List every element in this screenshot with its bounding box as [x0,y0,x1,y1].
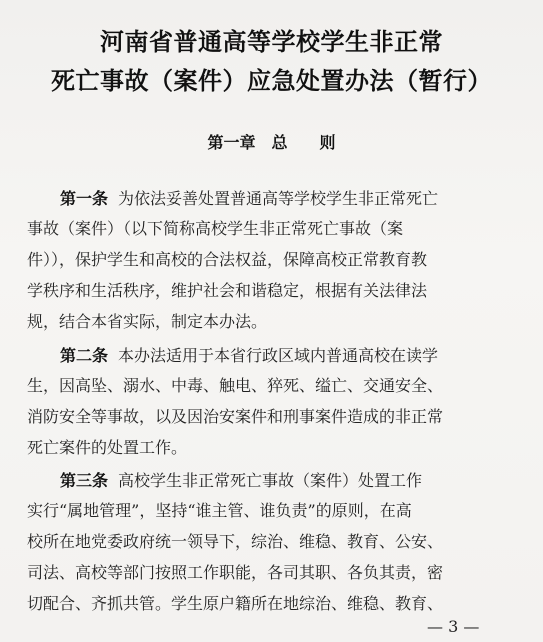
article-1-line-2: 事故（案件）（以下简称高校学生非正常死亡事故（案 [27,219,404,238]
article-2-line-4: 死亡案件的处置工作。 [27,438,188,457]
article-3-line-3: 校所在地党委政府统一领导下，综治、维稳、教育、公安、 [27,532,444,551]
chapter-heading: 第一章 总 则 [207,133,336,152]
article-3-text: 高校学生非正常死亡事故（案件）处置工作 [118,471,423,490]
article-3-line-1 [60,470,513,492]
article-2-label: 第二条 [60,346,109,365]
article-1-line-4: 学秩序和生活秩序，维护社会和谐稳定，根据有关法律法 [27,281,428,300]
article-3-line-5: 切配合、齐抓共管。学生原户籍所在地综治、维稳、教育、 [27,594,444,613]
page-number: — 3 — [427,617,480,636]
article-1-line-1 [60,188,513,210]
article-2-text: 本办法适用于本省行政区域内普通高校在读学 [118,346,439,365]
article-2-line-2: 生，因高坠、溺水、中毒、触电、猝死、缢亡、交通安全、 [27,376,444,395]
article-3-line-2: 实行“属地管理”，坚持“谁主管、谁负责”的原则，在高 [27,501,412,520]
article-1-text: 为依法妥善处置普通高等学校学生非正常死亡 [118,189,439,208]
document-title-line-2: 死亡事故（案件）应急处置办法（暂行） [51,67,492,95]
article-2-line-1 [60,345,513,367]
document-title-line-1: 河南省普通高等学校学生非正常 [100,28,443,56]
article-3-line-4: 司法、高校等部门按照工作职能，各司其职、各负其责，密 [27,563,444,582]
article-3-label: 第三条 [60,471,109,490]
article-2-line-3: 消防安全等事故，以及因治安案件和刑事案件造成的非正常 [27,407,444,426]
article-1-label: 第一条 [60,189,109,208]
article-1-line-5: 规，结合本省实际，制定本办法。 [27,312,268,331]
article-1-line-3: 件）），保护学生和高校的合法权益，保障高校正常教育教 [27,250,428,269]
